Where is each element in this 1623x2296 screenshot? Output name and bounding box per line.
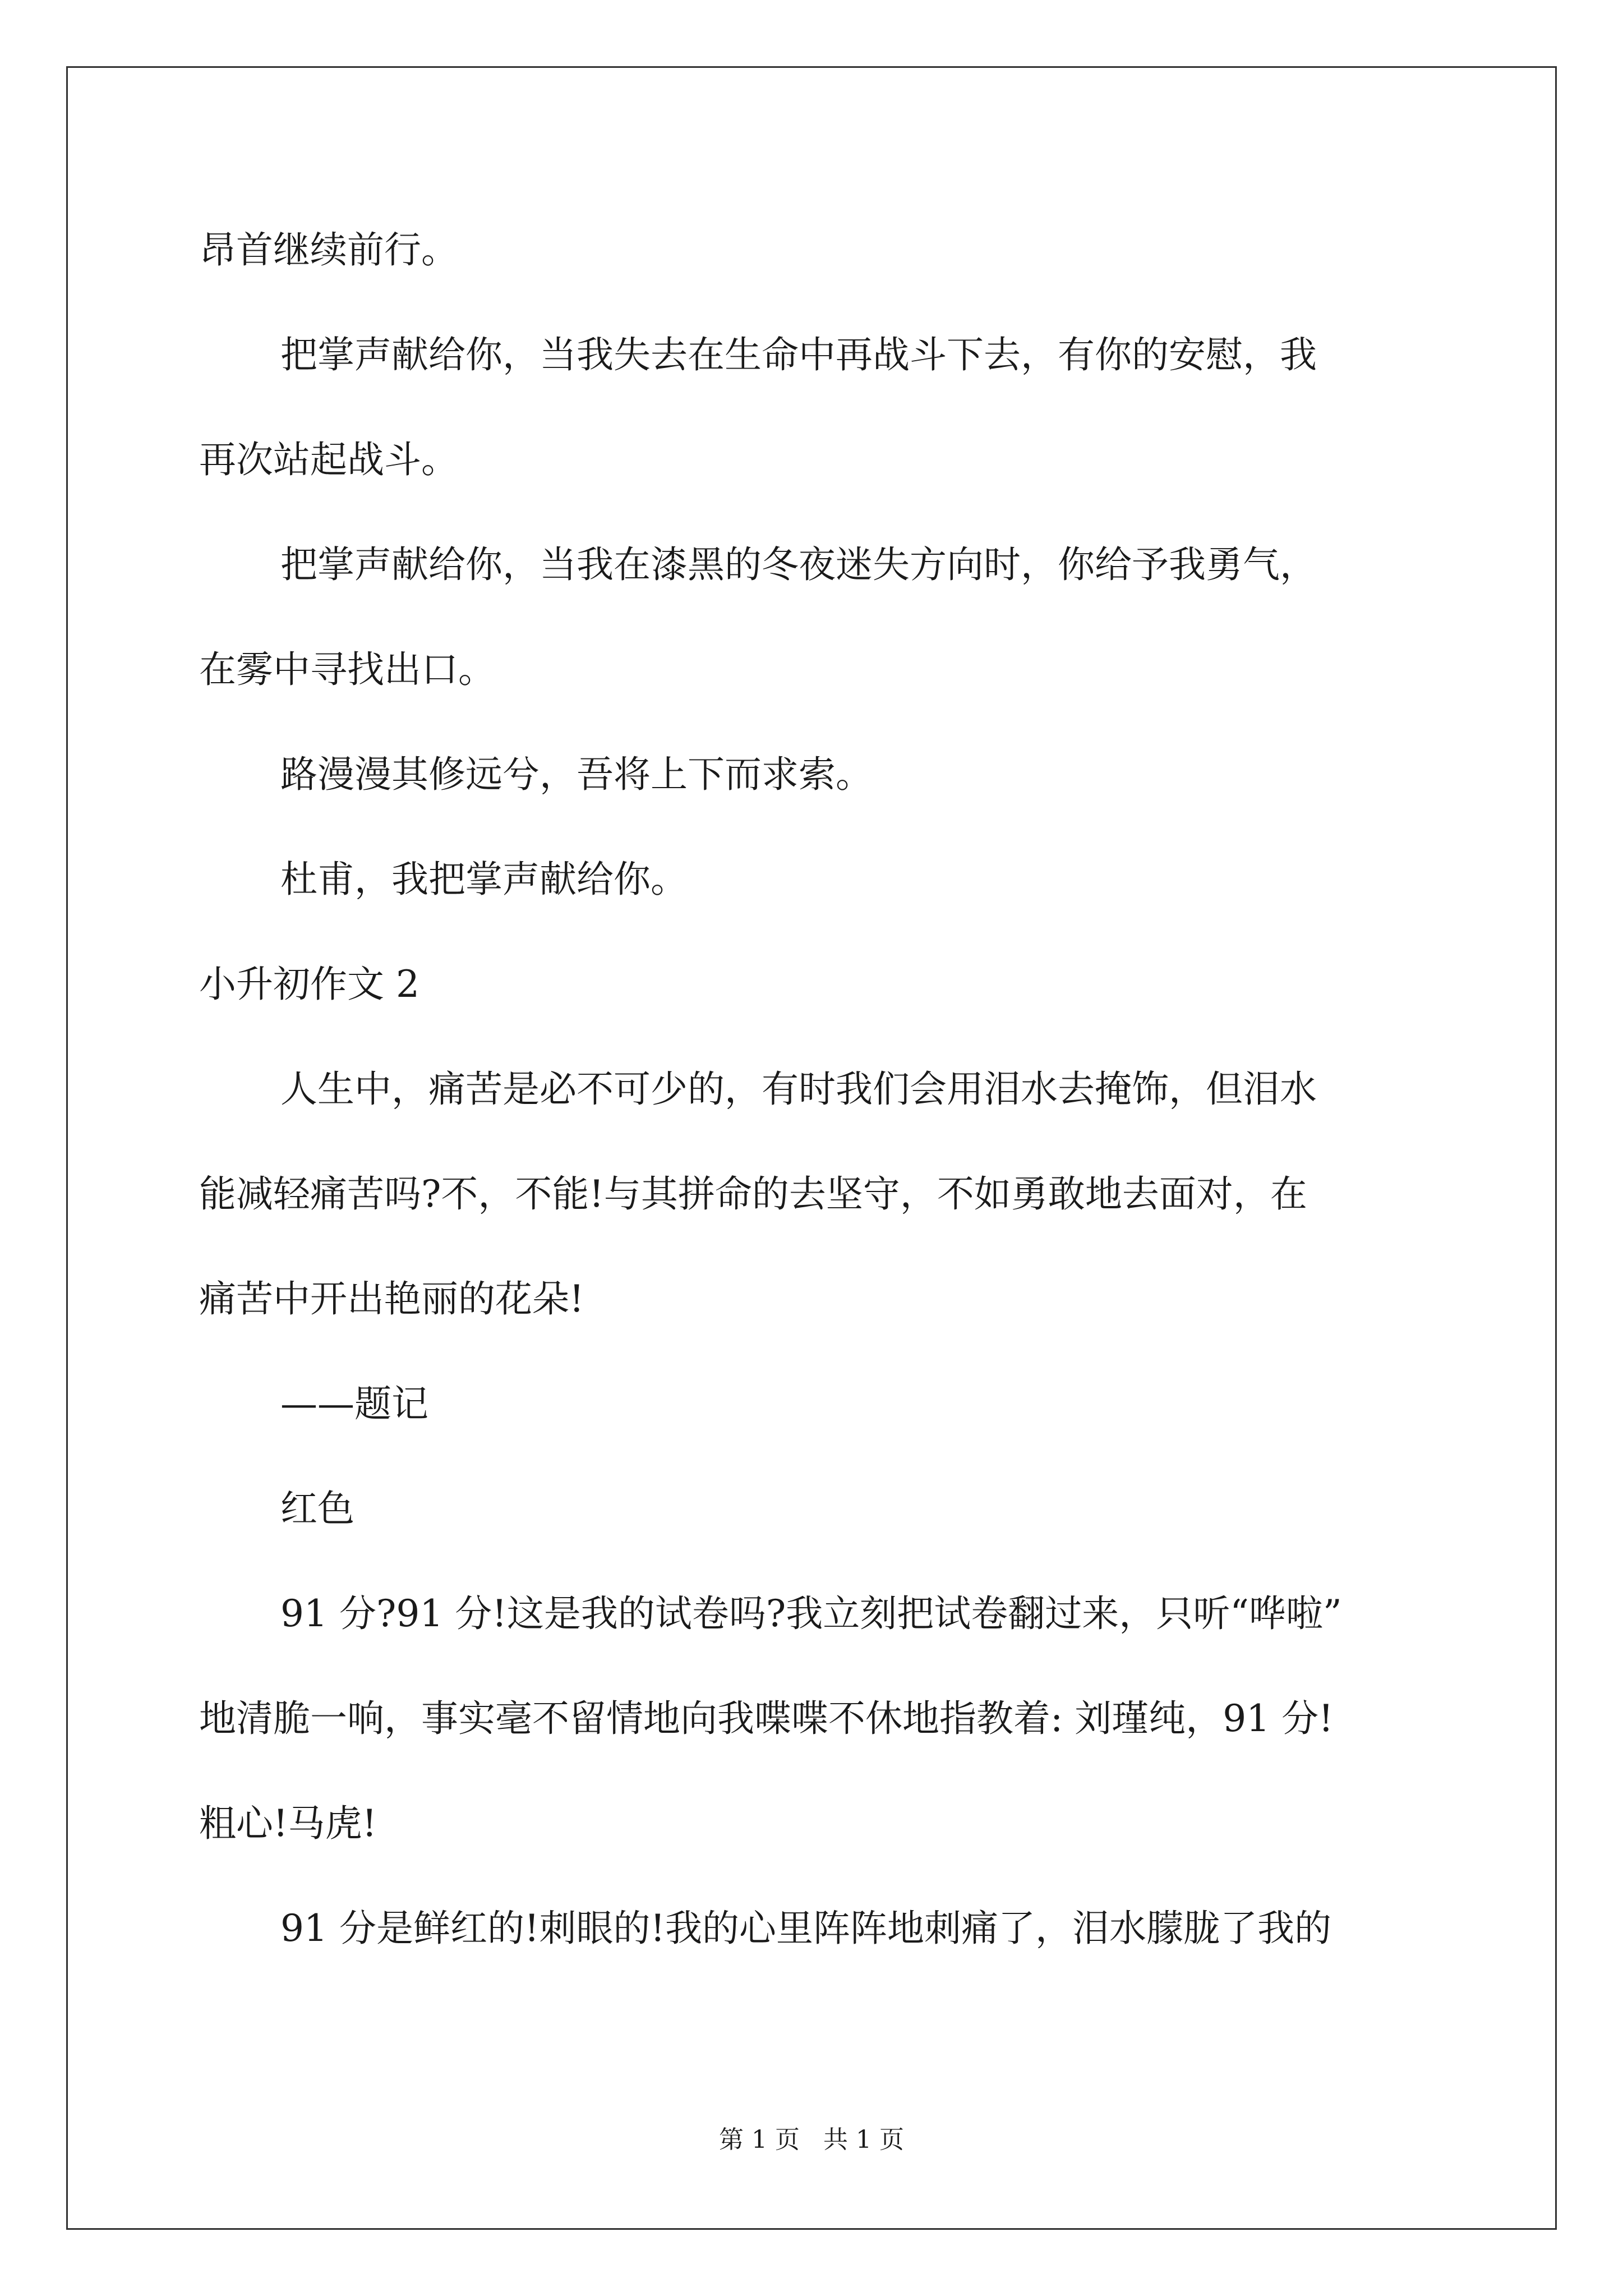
text-line: 把掌声献给你，当我失去在生命中再战斗下去，有你的安慰，我	[280, 333, 1317, 376]
text-line: 91 分是鲜红的!刺眼的!我的心里阵阵地刺痛了，泪水朦胧了我的	[280, 1907, 1332, 1950]
text-line: 91 分?91 分!这是我的试卷吗?我立刻把试卷翻过来，只听“哗啦”	[280, 1592, 1342, 1635]
text-line: 痛苦中开出艳丽的花朵!	[199, 1277, 584, 1320]
text-line: 把掌声献给你，当我在漆黑的冬夜迷失方向时，你给予我勇气，	[280, 543, 1317, 586]
section-heading: 小升初作文 2	[199, 963, 419, 1006]
text-line: 路漫漫其修远兮，吾将上下而求索。	[280, 753, 873, 796]
page-border	[66, 66, 1557, 2230]
text-line: 杜甫，我把掌声献给你。	[280, 858, 688, 901]
text-line: 人生中，痛苦是必不可少的，有时我们会用泪水去掩饰，但泪水	[280, 1068, 1317, 1111]
text-line: 昂首继续前行。	[199, 228, 458, 272]
text-line: 能减轻痛苦吗?不，不能!与其拼命的去坚守，不如勇敢地去面对，在	[199, 1172, 1307, 1216]
page-footer: 第 1 页 共 1 页	[719, 2125, 904, 2154]
text-line: ——题记	[280, 1382, 428, 1425]
text-line: 红色	[280, 1487, 354, 1530]
text-line: 地清脆一响，事实毫不留情地向我喋喋不休地指教着: 刘瑾纯，91 分!	[199, 1697, 1334, 1740]
text-line: 粗心!马虎!	[199, 1802, 377, 1845]
text-line: 在雾中寻找出口。	[199, 648, 495, 691]
text-line: 再次站起战斗。	[199, 438, 458, 481]
